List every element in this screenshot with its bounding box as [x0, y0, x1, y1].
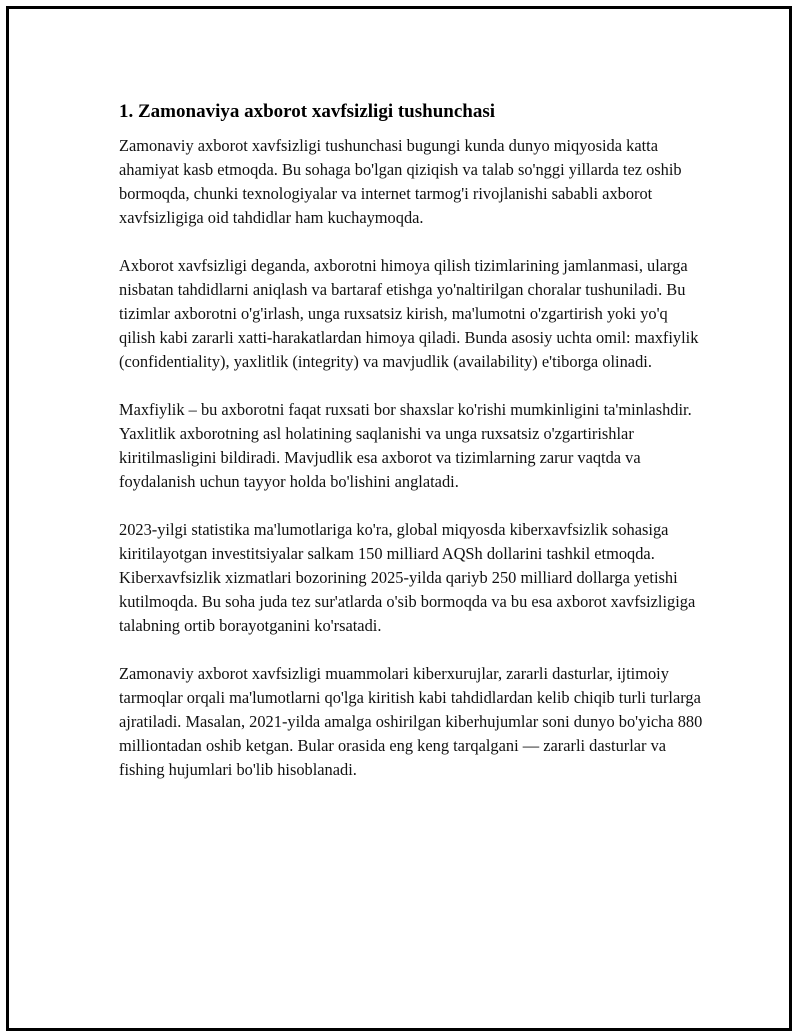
section-heading: 1. Zamonaviya axborot xavfsizligi tushunchasi [119, 101, 496, 122]
paragraph-principles: Maxfiylik – bu axborotni faqat ruxsati bor shaxslar ko'rishi mumkinligini ta'minlashdir. Yaxlitlik axborotning asl holatining saqlanishi va unga ruxsatsiz o'zgartirishlar kiritilmasligini bildiradi. Mavjudlik esa axborot va tizimlarning zarur vaqtda va foydalanish uchun tayyor holda bo'lishini anglatadi. [119, 400, 692, 491]
paragraph-intro: Zamonaviy axborot xavfsizligi tushunchasi bugungi kunda dunyo miqyosida katta ahamiyat kasb etmoqda. Bu sohaga bo'lgan qiziqish va talab so'nggi yillarda tez oshib bormoqda, chunki texnologiyalar va internet tarmog'i rivojlanishi sababli axborot xavfsizligiga oid tahdidlar ham kuchaymoqda. [119, 136, 682, 227]
paragraph-threats: Zamonaviy axborot xavfsizligi muammolari kiberxurujlar, zararli dasturlar, ijtimoiy tarmoqlar orqali ma'lumotlarni qo'lga kiritish kabi tahdidlardan kelib chiqib turli turlarga ajratiladi. Masalan, 2021-yilda amalga oshirilgan kiberhujumlar soni dunyo bo'yicha 880 milliontadan oshib ketgan. Bular orasida eng keng tarqalgani — zararli dasturlar va fishing hujumlari bo'lib hisoblanadi. [119, 664, 703, 779]
paragraph-statistics: 2023-yilgi statistika ma'lumotlariga ko'ra, global miqyosda kiberxavfsizlik sohasiga kiritilayotgan investitsiyalar salkam 150 milliard AQSh dollarini tashkil etmoqda. Kiberxavfsizlik xizmatlari bozorining 2025-yilda qariyb 250 milliard dollarga yetishi kutilmoqda. Bu soha juda tez sur'atlarda o'sib bormoqda va bu esa axborot xavfsizligiga talabning ortib borayotganini ko'rsatadi. [119, 520, 696, 635]
page-frame [6, 6, 792, 1031]
paragraph-definition: Axborot xavfsizligi deganda, axborotni himoya qilish tizimlarining jamlanmasi, ularga nisbatan tahdidlarni aniqlash va bartaraf etishga yo'naltirilgan choralar tushuniladi. Bu tizimlar axborotni o'g'irlash, unga ruxsatsiz kirish, ma'lumotni o'zgartirish yoki yo'q qilish kabi zararli xatti-harakatlardan himoya qiladi. Bunda asosiy uchta omil: maxfiylik (confidentiality), yaxlitlik (integrity) va mavjudlik (availability) e'tiborga olinadi. [119, 256, 699, 371]
document-body [119, 99, 704, 806]
